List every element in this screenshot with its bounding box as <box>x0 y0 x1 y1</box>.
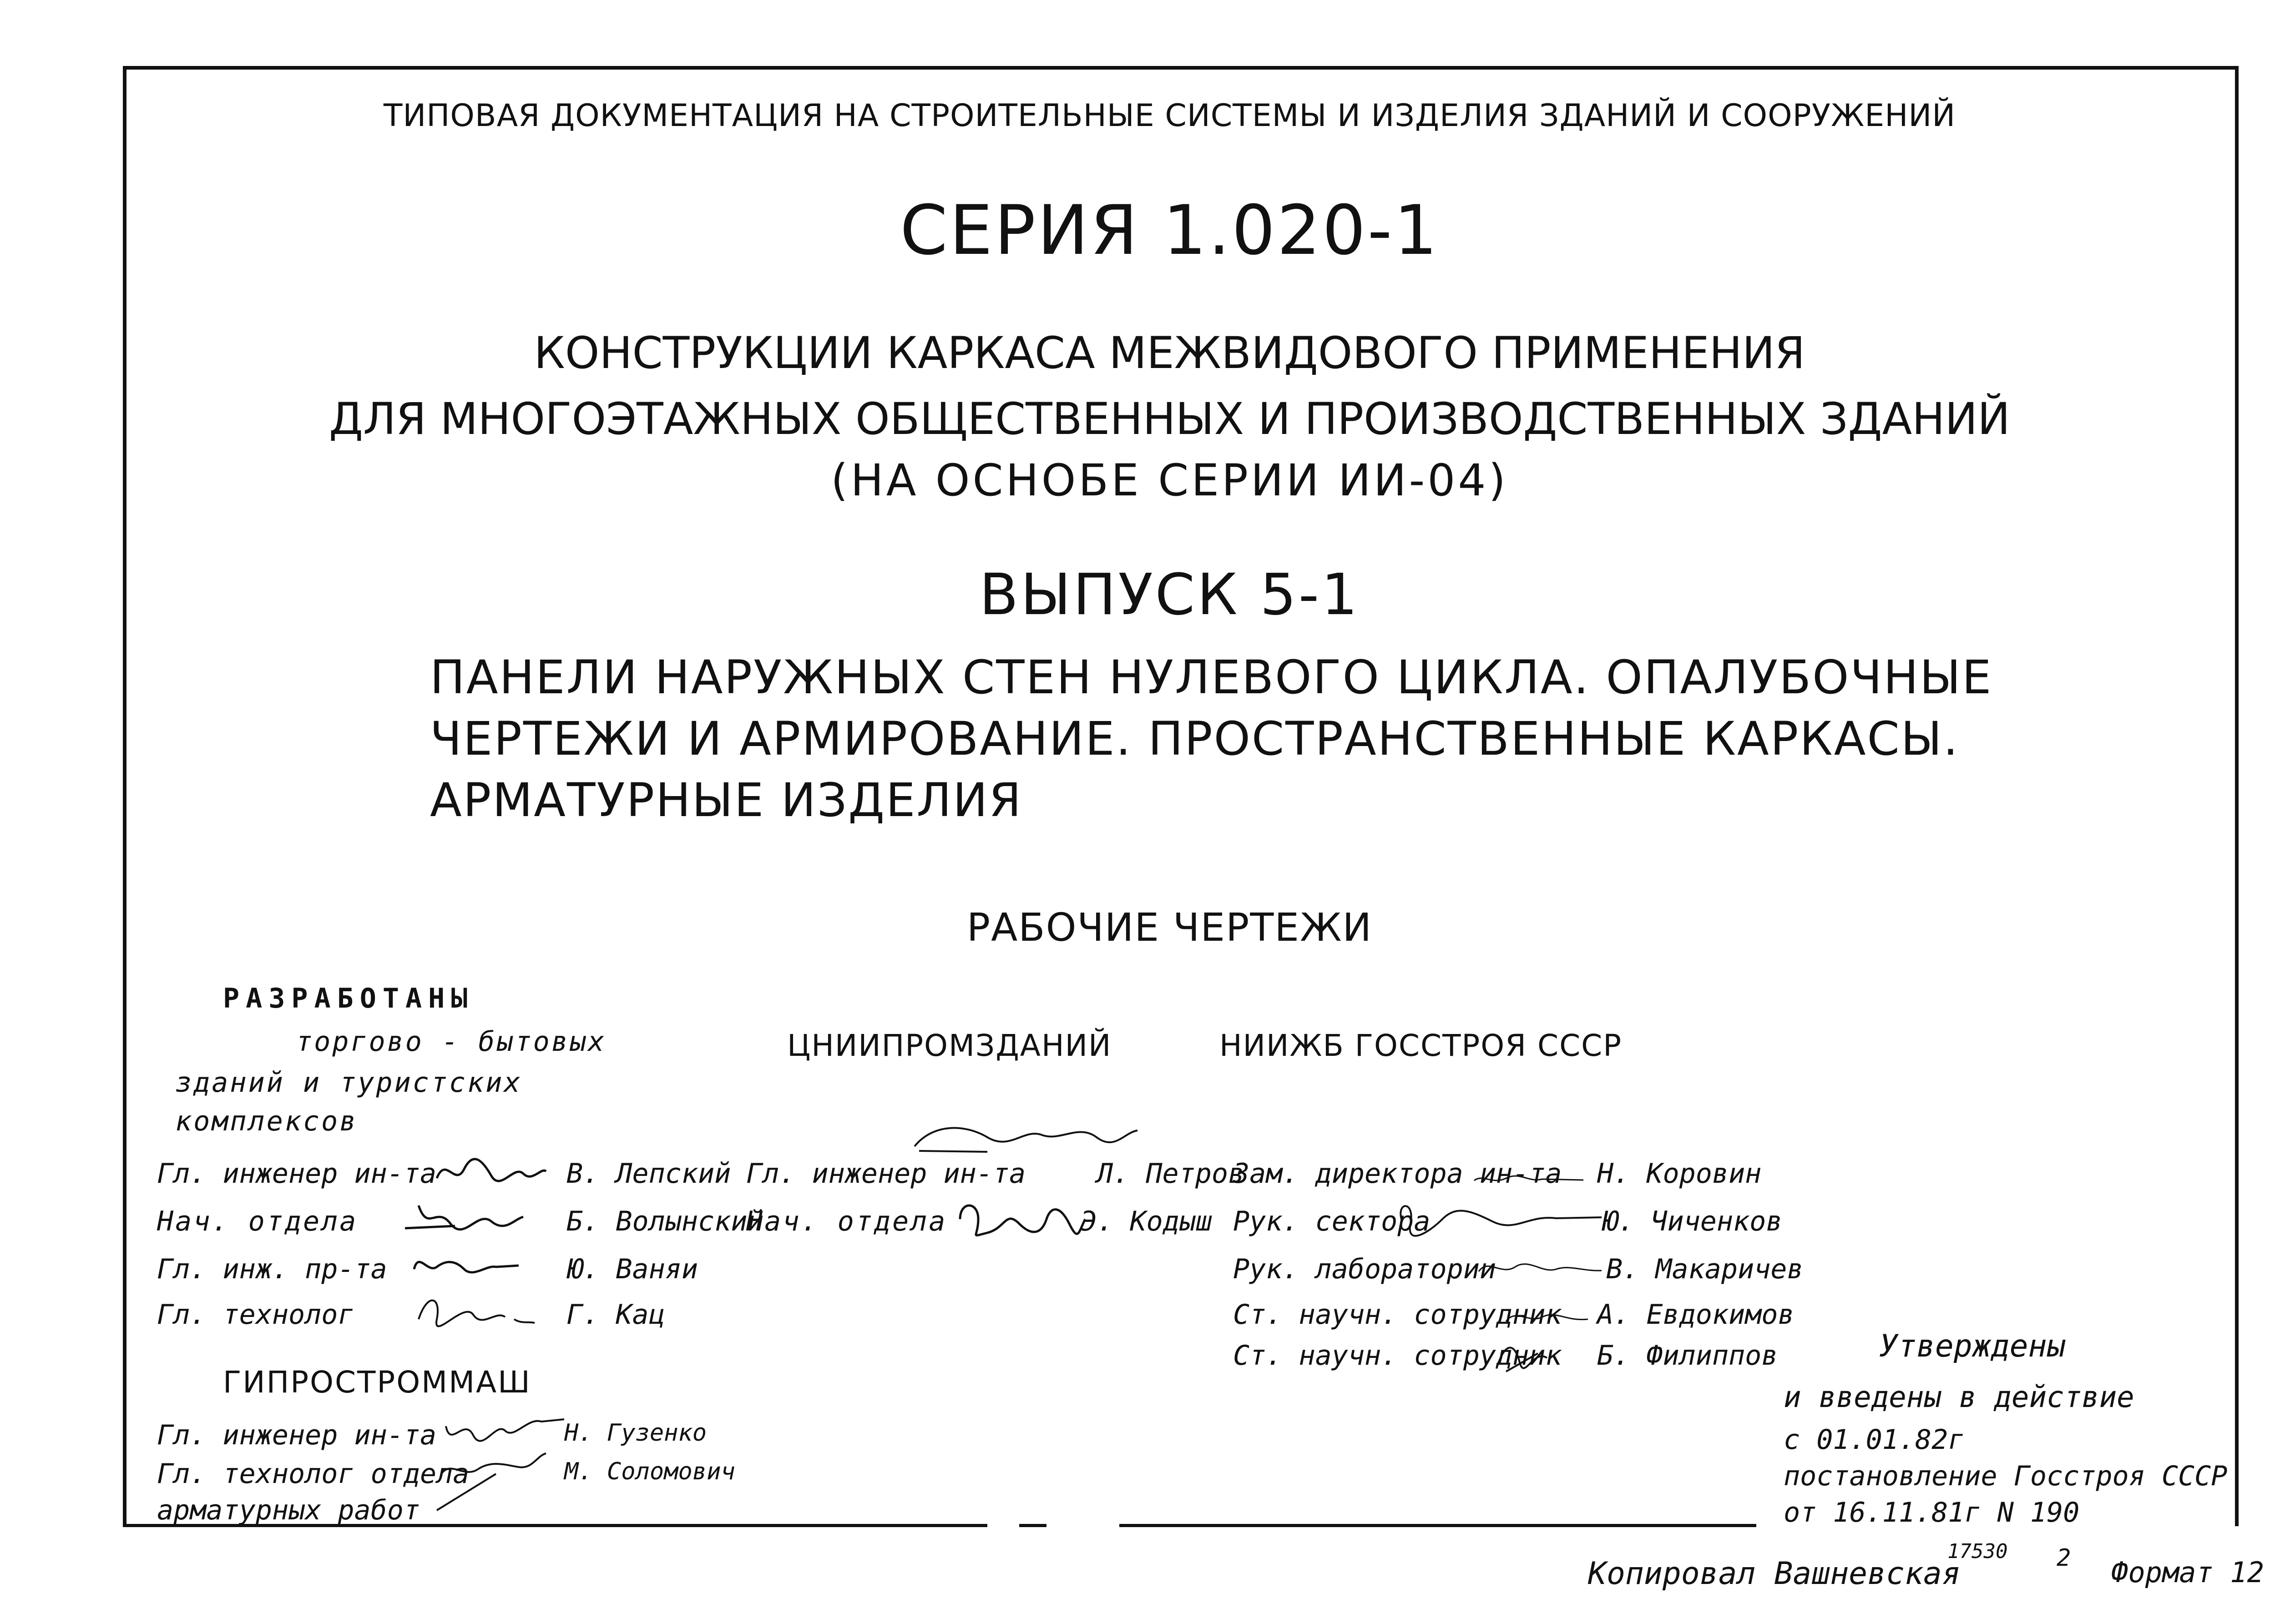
description-line-2: ЧЕРТЕЖИ И АРМИРОВАНИЕ. ПРОСТРАНСТВЕННЫЕ КАРКАСЫ. <box>430 712 1960 766</box>
org4-name-2: М. Соломович <box>564 1458 735 1485</box>
org1-role-1: Гл. инженер ин-та <box>157 1158 437 1190</box>
org2-role-1: Гл. инженер ин-та <box>746 1158 1026 1190</box>
org1-role-2: Нач. отдела <box>157 1205 358 1237</box>
org3-name: НИИЖБ ГОССТРОЯ СССР <box>1219 1028 1623 1063</box>
signature-solomovich <box>423 1447 560 1519</box>
org2-name: ЦНИИПРОМЗДАНИЙ <box>787 1028 1112 1063</box>
org3-name-4: А. Евдокимов <box>1597 1299 1795 1331</box>
org4-name-1: Н. Гузенко <box>564 1419 707 1447</box>
approval-line-3: с 01.01.82г <box>1784 1424 1965 1456</box>
approval-line-2: и введены в действие <box>1784 1381 2134 1414</box>
footer-format: Формат 12 <box>2111 1556 2264 1589</box>
issue-title: ВЫПУСК 5-1 <box>979 562 1360 628</box>
signature-kats <box>410 1287 541 1333</box>
org1-role-3: Гл. инж. пр-та <box>157 1253 387 1285</box>
org3-name-3: В. Макаричев <box>1606 1253 1804 1285</box>
org1-name-3: Ю. Ваняи <box>566 1253 698 1285</box>
org1-name-2: Б. Волынский <box>566 1205 764 1237</box>
org1-name-4: Г. Кац <box>566 1299 665 1331</box>
signature-filippov <box>1488 1335 1556 1376</box>
footer-copied-by: Копировал Вашневская <box>1588 1556 1961 1592</box>
org1-name-1: В. Лепский <box>566 1158 731 1190</box>
org2-name-2: Э. Кодыш <box>1081 1205 1212 1237</box>
org3-name-1: Н. Коровин <box>1597 1158 1762 1190</box>
org3-role-5: Ст. научн. сотрудник <box>1233 1340 1562 1372</box>
signature-lepsky <box>432 1151 551 1192</box>
series-title: СЕРИЯ 1.020-1 <box>900 191 1440 270</box>
org4-role-1: Гл. инженер ин-та <box>157 1419 437 1451</box>
title-line-2: ДЛЯ МНОГОЭТАЖНЫХ ОБЩЕСТВЕННЫХ И ПРОИЗВОДСТВЕННЫХ ЗДАНИЙ <box>329 393 2010 444</box>
org3-name-5: Б. Филиппов <box>1597 1340 1778 1372</box>
description-line-3: АРМАТУРНЫЕ ИЗДЕЛИЯ <box>430 773 1023 827</box>
developed-by-label: РАЗРАБОТАНЫ <box>223 983 474 1014</box>
approval-line-1: Утверждены <box>1879 1328 2066 1364</box>
signature-makarichev <box>1474 1253 1606 1285</box>
org4-role-2: Гл. технолог отдела <box>157 1458 470 1490</box>
org3-role-2: Рук. сектора <box>1233 1205 1431 1237</box>
signature-kodysh <box>951 1192 1087 1246</box>
frame-bottom-right <box>1119 1524 1756 1527</box>
title-line-3: (НА ОСНОБЕ СЕРИИ ИИ-04) <box>831 455 1508 506</box>
org3-role-4: Ст. научн. сотрудник <box>1233 1299 1562 1331</box>
approval-line-4: постановление Госстроя СССР <box>1784 1460 2228 1492</box>
working-drawings-label: РАБОЧИЕ ЧЕРТЕЖИ <box>966 905 1373 950</box>
org2-role-2: Нач. отдела <box>746 1205 947 1237</box>
org4-name: ГИПРОСТРОММАШ <box>223 1365 531 1400</box>
footer-sheet-number: 2 <box>2057 1544 2071 1572</box>
org3-name-2: Ю. Чиченков <box>1602 1205 1783 1237</box>
org3-role-1: Зам. директора ин-та <box>1233 1158 1562 1190</box>
signature-chichenkov <box>1392 1196 1606 1242</box>
footer-sheet-code: 17530 <box>1947 1540 2008 1563</box>
frame-bottom-dash <box>1019 1524 1046 1527</box>
signature-volynsky <box>400 1196 528 1237</box>
org2-name-1: Л. Петров <box>1097 1158 1245 1190</box>
org1-name-line-2: зданий и туристских <box>175 1067 522 1099</box>
org4-role-3: арматурных работ <box>157 1494 420 1526</box>
header-text: ТИПОВАЯ ДОКУМЕНТАЦИЯ НА СТРОИТЕЛЬНЫЕ СИСТЕМЫ И ИЗДЕЛИЯ ЗДАНИЙ И СООРУЖЕНИЙ <box>383 98 1956 134</box>
signature-korovin <box>1470 1165 1588 1192</box>
approval-line-5: от 16.11.81г N 190 <box>1784 1497 2080 1528</box>
signature-evdokimov <box>1502 1301 1592 1333</box>
org1-role-4: Гл. технолог <box>157 1299 354 1331</box>
org1-name-line-1: торгово - бытовых <box>296 1026 607 1058</box>
org1-name-line-3: комплексов <box>175 1105 358 1137</box>
description-line-1: ПАНЕЛИ НАРУЖНЫХ СТЕН НУЛЕВОГО ЦИКЛА. ОПАЛУБОЧНЫЕ <box>430 651 1993 705</box>
org3-role-3: Рук. лаборатории <box>1233 1253 1496 1285</box>
signature-vanyan <box>410 1246 528 1283</box>
signature-petrov <box>905 1119 1142 1169</box>
title-line-1: КОНСТРУКЦИИ КАРКАСА МЕЖВИДОВОГО ПРИМЕНЕНИЯ <box>534 328 1805 378</box>
